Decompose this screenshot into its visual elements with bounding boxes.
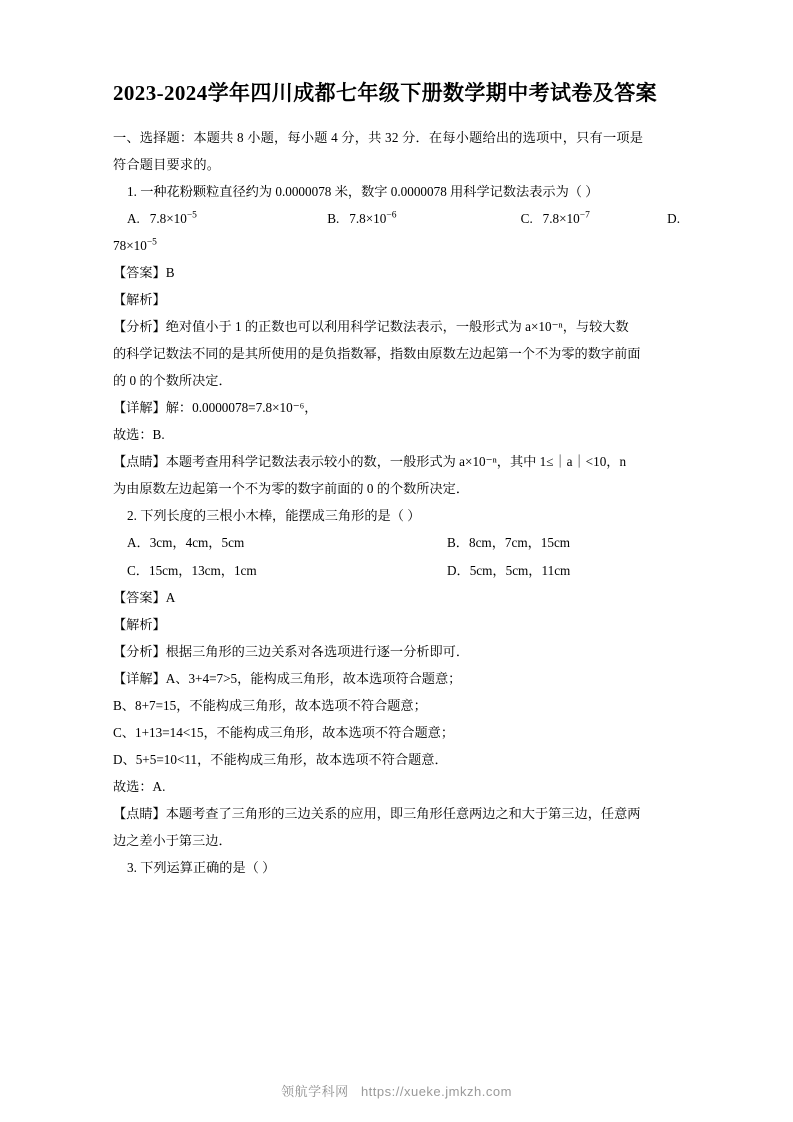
question-1-text: 一种花粉颗粒直径约为 0.0000078 米，数字 0.0000078 用科学记数法表示为（ ）	[140, 183, 599, 199]
question-1-analysis-line-3: 的 0 的个数所决定．	[113, 373, 232, 389]
question-2-detail-b: B、8+7=15，不能构成三角形，故本选项不符合题意；	[113, 697, 427, 713]
question-2-highlight-line-2: 边之差小于第三边．	[113, 833, 232, 849]
question-1-option-d-value: $78\times 10^{-5}$	[113, 237, 157, 253]
question-1-detail-line-1: 【详解】解：0.0000078=7.8×10⁻⁶，	[113, 400, 318, 416]
footer-url: https://xueke.jmkzh.com	[360, 1084, 512, 1099]
question-2-number: 2.	[127, 508, 137, 524]
question-1-explain-tag: 【解析】	[113, 291, 166, 307]
question-3-stem	[113, 854, 680, 881]
question-2-highlight-line-1: 【点睛】本题考查了三角形的三边关系的应用，即三角形任意两边之和大于第三边，任意两	[113, 806, 641, 822]
question-1-highlight-line-1: 【点睛】本题考查用科学记数法表示较小的数，一般形式为 a×10⁻ⁿ，其中 1≤｜a｜<10，n	[113, 454, 627, 470]
page-footer	[0, 1081, 793, 1100]
section-intro-line-2: 符合题目要求的。	[113, 156, 221, 172]
section-intro-line-1: 一、选择题：本题共 8 小题，每小题 4 分，共 32 分．在每小题给出的选项中，只有一项是	[113, 129, 644, 145]
question-1-option-b: B. $7.8\times 10^{-6}$	[327, 210, 397, 226]
question-2-text: 下列长度的三根小木棒，能摆成三角形的是（ ）	[140, 508, 421, 524]
question-2-explain-tag: 【解析】	[113, 616, 166, 632]
page-title: 2023-2024学年四川成都七年级下册数学期中考试卷及答案	[113, 81, 657, 105]
question-1-option-c: C. $7.8\times 10^{-7}$	[520, 210, 590, 226]
question-2-options-row-1	[113, 529, 680, 556]
question-2-analysis: 【分析】根据三角形的三边关系对各选项进行逐一分析即可．	[113, 643, 470, 659]
question-1-detail-line-2: 故选：B.	[113, 427, 165, 443]
question-2-detail-d: D、5+5=10<11，不能构成三角形，故本选项不符合题意．	[113, 751, 448, 767]
question-2-detail-a: 【详解】A、3+4=7>5，能构成三角形，故本选项符合题意；	[113, 670, 462, 686]
question-2-option-d: D．5cm，5cm，11cm	[447, 562, 571, 578]
question-2-detail-c: C、1+13=14<15，不能构成三角形，故本选项不符合题意；	[113, 724, 455, 740]
question-1-options	[113, 205, 680, 232]
question-1-option-d-label: D.	[667, 210, 680, 226]
question-3-text: 下列运算正确的是（ ）	[140, 860, 276, 876]
question-1-number: 1.	[127, 183, 137, 199]
question-1-answer: 【答案】B	[113, 264, 175, 280]
question-2-option-c: C．15cm，13cm，1cm	[127, 562, 257, 578]
question-1-highlight-line-2: 为由原数左边起第一个不为零的数字前面的 0 的个数所决定．	[113, 481, 470, 497]
question-1-option-a: A. $7.8\times 10^{-5}$	[127, 210, 197, 226]
question-2-options-row-2	[113, 557, 680, 584]
question-2-option-b: B．8cm，7cm，15cm	[447, 535, 571, 551]
question-2-stem	[113, 502, 680, 529]
footer-brand: 领航学科网	[281, 1084, 349, 1099]
question-2-detail-e: 故选：A.	[113, 779, 166, 794]
question-2-option-a: A．3cm，4cm，5cm	[127, 535, 245, 551]
question-1-analysis-line-1: 【分析】绝对值小于 1 的正数也可以利用科学记数法表示，一般形式为 a×10⁻ⁿ，与较大数	[113, 318, 629, 334]
question-3-number: 3.	[127, 860, 137, 876]
question-1-analysis-line-2: 的科学记数法不同的是其所使用的是负指数幂，指数由原数左边起第一个不为零的数字前面	[113, 346, 641, 361]
question-1-stem	[113, 178, 680, 205]
question-2-answer: 【答案】A	[113, 589, 176, 605]
